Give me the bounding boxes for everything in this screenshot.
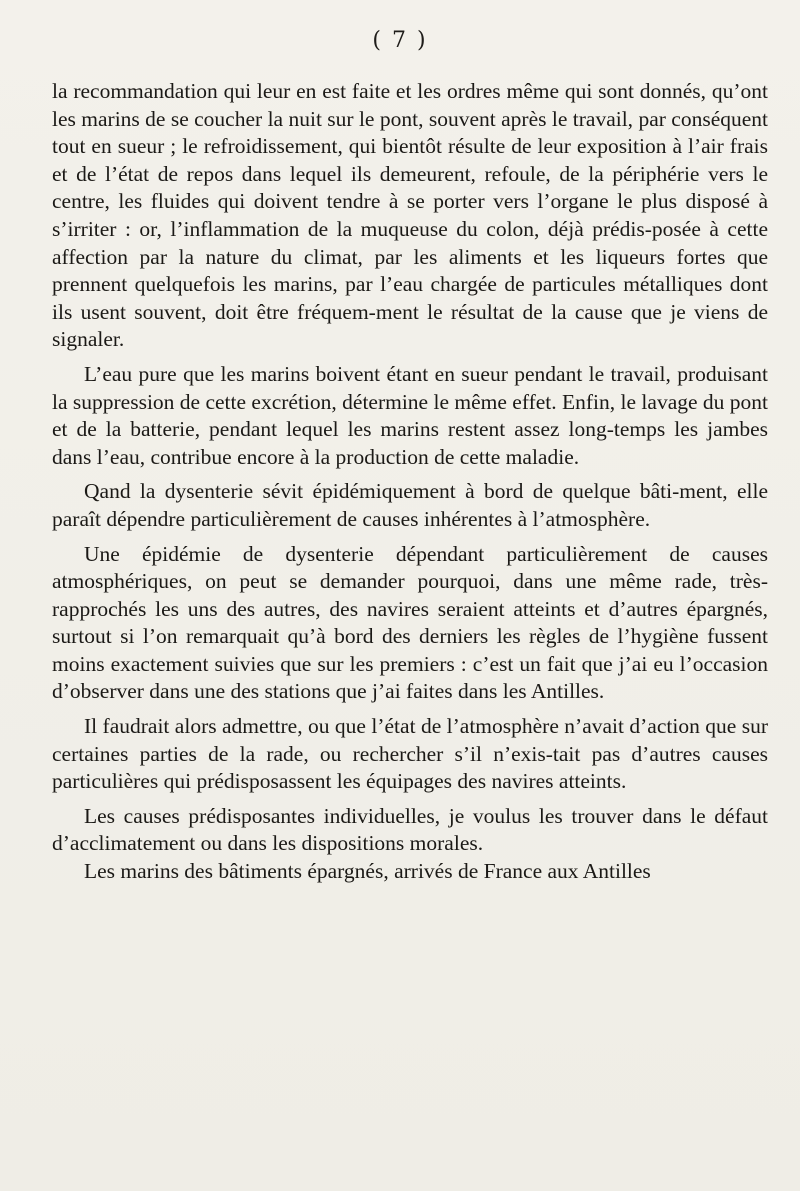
body-text (52, 78, 768, 886)
paragraph-causes-atmospheriques: Une épidémie de dysenterie dépendant particulièrement de causes atmosphériques, on peut se demander pourquoi, dans une même rade, très-rapprochés les uns des autres, des navires seraient atteints et d’autres épargnés, surtout si l’on remarquait qu’à bord des derniers les règles de l’hygiène fussent moins exactement suivies que sur les premiers : c’est un fait que j’ai eu l’occasion d’observer dans une des stations que j’ai faites dans les Antilles. (52, 541, 768, 704)
paragraph-dysenterie-epidemique: Qand la dysenterie sévit épidémiquement à bord de quelque bâti-ment, elle paraît dépendre particulièrement de causes inhérentes à l’atmosphère. (52, 479, 768, 531)
paragraph-etat-atmosphere: Il faudrait alors admettre, ou que l’état de l’atmosphère n’avait d’action que sur certaines parties de la rade, ou rechercher s’il n’exis-tait pas d’autres causes particulières qui prédisposassent les équipages des navires atteints. (52, 714, 768, 794)
page-number: ( 7 ) (372, 28, 428, 53)
paragraph-continuation: la recommandation qui leur en est faite et les ordres même qui sont donnés, qu’ont les marins de se coucher la nuit sur le pont, souvent après le travail, par conséquent tout en sueur ; le refroidissement, qui bientôt résulte de leur exposition à l’air frais et de l’état de repos dans lequel ils demeurent, refoule, de la périphérie vers le centre, les fluides qui doivent tendre à se porter vers l’organe le plus disposé à s’irriter : or, l’inflammation de la muqueuse du colon, déjà prédis-posée à cette affection par la nature du climat, par les aliments et les liqueurs fortes que prennent quelquefois les marins, par l’eau chargée de particules métalliques dont ils usent souvent, doit être fréquem-ment le résultat de la cause que je viens de signaler. (52, 79, 768, 352)
paragraph-eau-pure: L’eau pure que les marins boivent étant en sueur pendant le travail, produisant la suppression de cette excrétion, détermine le même effet. Enfin, le lavage du pont et de la batterie, pendant lequel les marins restent assez long-temps les jambes dans l’eau, contribue encore à la production de cette maladie. (52, 361, 768, 469)
paragraph-marins-epargnes: Les marins des bâtiments épargnés, arrivés de France aux Antilles (84, 859, 651, 884)
paragraph-causes-individuelles: Les causes prédisposantes individuelles, je voulus les trouver dans le défaut d’acclimatement ou dans les dispositions morales. (52, 803, 768, 856)
